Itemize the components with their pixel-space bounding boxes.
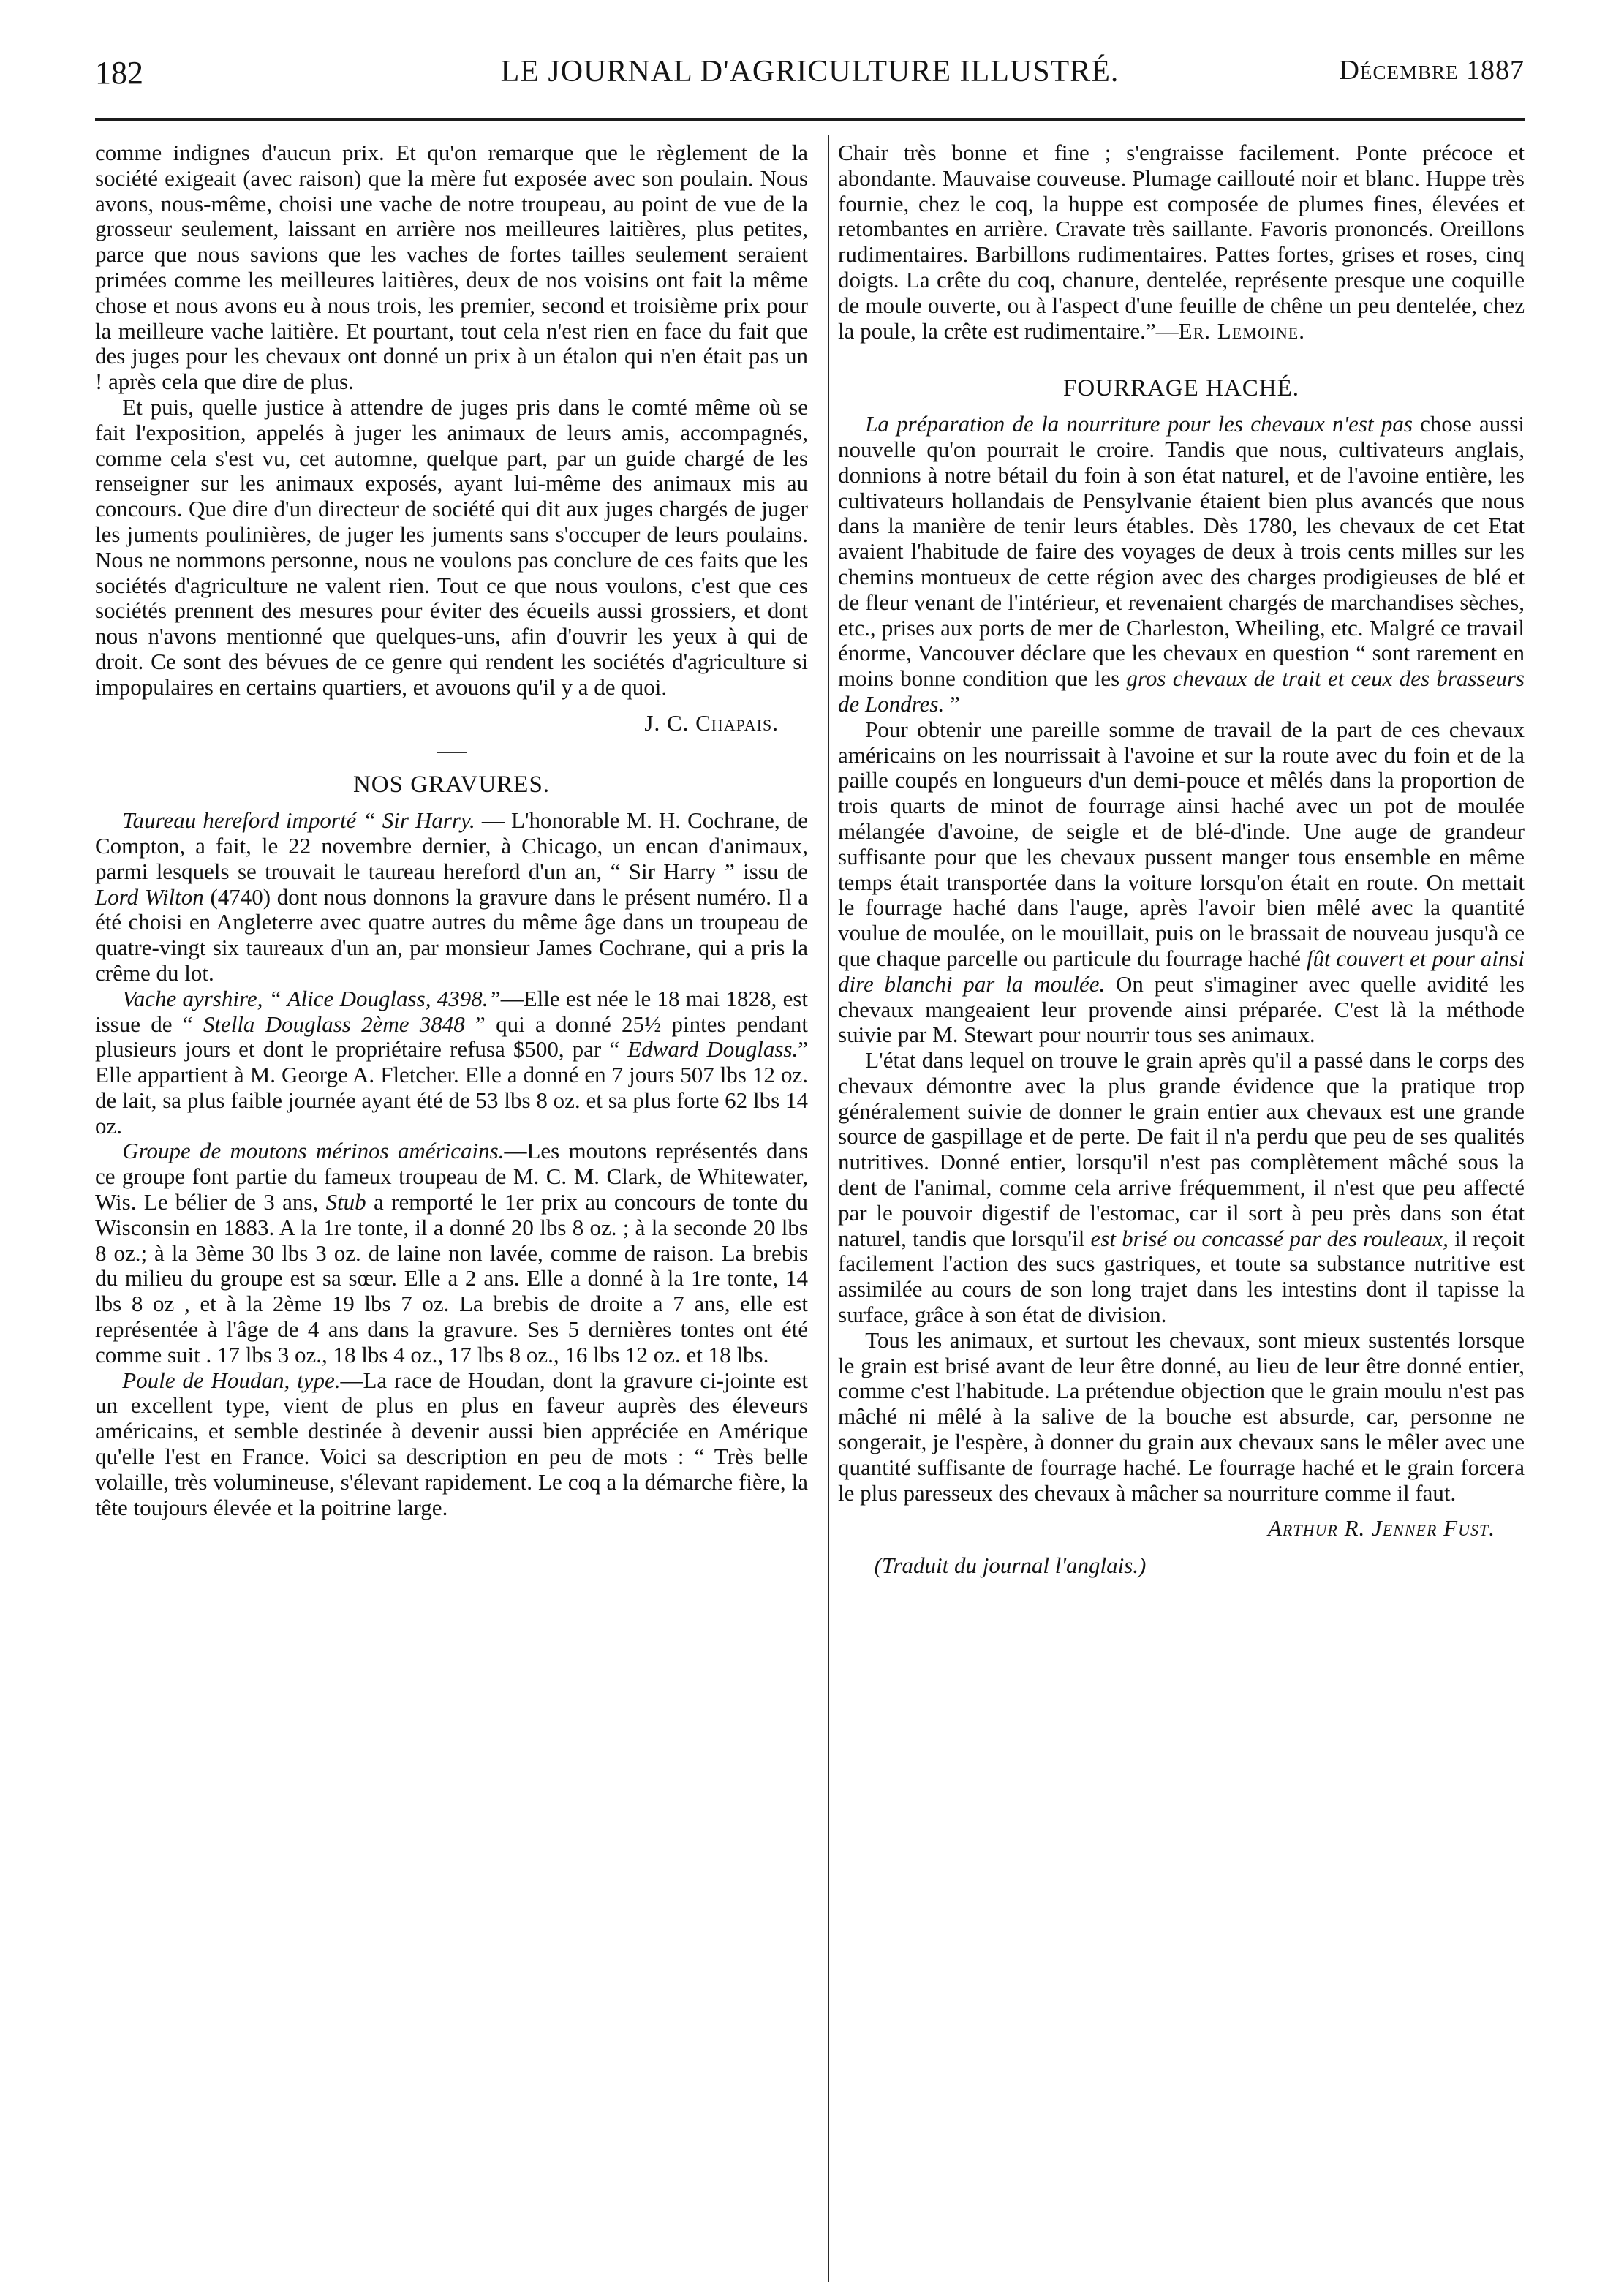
engraving-text: a remporté le 1er prix au concours de tonte du Wisconsin en 1883. A la 1re tonte, il a donné 20 lbs 8 oz. ; à la seconde 20 lbs 8 oz.; à la 3ème 30 lbs 3 oz. de laine non lavée, comme de raison. La brebis du milieu du groupe est sa sœur. Elle a 2 ans. Elle a donné à la 1re tonte, 14 lbs 8 oz , et à la 2ème 19 lbs 7 oz. La brebis de droite a 7 ans, elle est représentée à l'âge de 4 ans dans la gravure. Ses 5 dernières tontes ont été comme suit . 17 lbs 3 oz., 18 lbs 4 oz., 17 lbs 8 oz., 16 lbs 12 oz. et 18 lbs. — [95, 1189, 808, 1367]
page-header — [95, 54, 1525, 102]
emphasis-italic: est brisé ou concassé par des rouleaux, — [1090, 1225, 1449, 1251]
section-heading: NOS GRAVURES. — [352, 771, 551, 799]
engraving-text: ” Elle appartient à M. George A. Fletcher. Elle a donné en 7 jours 507 lbs 12 oz. de lait, sa plus faible journée ayant été de 53 lbs 8 oz. et sa plus forte 62 lbs 14 oz. — [95, 1036, 809, 1139]
engraving-text: (4740) dont nous donnons la gravure dans le présent numéro. Il a été choisi en Angleterre avec quatre autres du même âge dans un troupeau de quatre-vingt six taureaux d'un an, par monsieur James Cochrane, qui a pris la crême du lot. — [95, 883, 809, 986]
engraving-text: — L'honorable M. H. Cochrane, de Compton, a fait, le 22 novembre dernier, à Chicago, un encan d'animaux, parmi lesquels se trouvait le taureau hereford d'un an, “ Sir Harry ” issu de — [95, 807, 808, 884]
quoted-italic: gros chevaux de trait et ceux des brasseurs de Londres. — [838, 665, 1525, 717]
engraving-text: —Les moutons représentés dans ce groupe font partie du fameux troupeau de M. C. M. Clark, de Whitewater, Wis. Le bélier de 3 ans, — [95, 1138, 809, 1215]
quote-attribution: Er. Lemoine. — [1178, 317, 1305, 344]
engraving-description — [95, 1368, 808, 1521]
engraving-description — [95, 1139, 808, 1367]
article-paragraph — [838, 717, 1525, 1048]
pedigree-name: Stella Douglass 2ème 3848 — [203, 1011, 465, 1037]
header-rule — [95, 118, 1525, 121]
paragraph-text: Pour obtenir une pareille somme de travail de la part de ces chevaux américains on les nourrissait à l'avoine et sur la route avec du foin et de la paille coupés en longueurs d'un demi-pouce et mêlés dans la proportion de trois quarts de minot de fourrage ainsi haché avec un pot de moulée mélangée d'avoine, de seigle et de blé-d'inde. Une auge de grandeur suffisante pour que les chevaux pussent manger tous ensemble en même temps était transportée dans la voiture lorsqu'on était en route. On mettait le fourrage haché dans l'auge, après l'avoir bien mêlé avec la quantité voulue de moulée, on le mouillait, puis on le brassait de nouveau jusqu'à ce que chaque parcelle ou particule du fourrage haché — [838, 716, 1525, 971]
running-title: LE JOURNAL D'AGRICULTURE ILLUSTRÉ. — [500, 55, 1119, 88]
paragraph-text: il reçoit facilement l'action des sucs gastriques, et toute sa substance nutritive est assimilée au cours de son long trajet dans les intestins dont il tapisse la surface, grâce à son état de division. — [838, 1225, 1525, 1328]
article-paragraph: comme indignes d'aucun prix. Et qu'on remarque que le règlement de la société exigeait (avec raison) que la mère fut exposée avec son poulain. Nous avons, nous-même, choisi une vache de notre troupeau, au point de vue de la grosseur seulement, laissant en arrière nos meilleures laitières, plus petites, parce que nous savions que les vaches de fortes tailles seulement seraient primées comme les meilleures laitières, deux de nos voisins ont fait la même chose et nous avons eu à nous trois, les premier, second et troisième prix pour la meilleure vache laitière. Et pourtant, tout cela n'est rien en face du fait que des juges pour les chevaux ont donné un prix à un étalon qui n'en était pas un ! après cela que dire de plus. — [95, 140, 808, 395]
paragraph-text: chose aussi nouvelle qu'on pourrait le croire. Tandis que nous, cultivateurs anglais, donnions à notre bétail du foin à son état naturel, et de l'avoine entière, les cultivateurs hollandais de Pensylvanie étaient bien plus avancés que nous dans la manière de tenir leurs étables. Dès 1780, les chevaux de cet Etat avaient l'habitude de faire des voyages de deux à trois cents milles sur les chemins montueux de cette région avec des charges prodigieuses de blé et de fleur venant de l'intérieur, et revenaient chargés de marchandises sèches, etc., prises aux ports de mer de Charleston, Wheiling, etc. Malgré ce travail énorme, Vancouver déclare que les chevaux en question “ sont rarement en moins bonne condition que les — [838, 411, 1525, 692]
article-paragraph: Et puis, quelle justice à attendre de juges pris dans le comté même où se fait l'exposition, appelés à juger les animaux de leurs amis, accompagnés, comme cela s'est vu, cet automne, quelque part, par un guide chargé de les renseigner sur les animaux exposés, ayant lui-même des animaux mis au concours. Que dire d'un directeur de société qui dit aux juges chargés de juger les juments poulinières, de juger les juments sans s'occuper de leurs poulains. Nous ne nommons personne, nous ne voulons pas conclure de ces faits que les sociétés d'agriculture ne valent rien. Tout ce que nous voulons, c'est que ces sociétés prennent des mesures pour éviter des écueils aussi grossiers, et dont nous n'avons mentionné que quelques-uns, afin d'ouvrir les yeux à qui de droit. Ce sont des bévues de ce genre qui rendent les sociétés d'agriculture si impopulaires en certains quartiers, et avouons qu'il y a de quoi. — [95, 393, 808, 700]
engraving-description — [95, 808, 808, 986]
right-column — [838, 140, 1525, 1579]
section-heading: FOURRAGE HACHÉ. — [1062, 375, 1300, 402]
article-signature: J. C. Chapais. — [644, 709, 779, 736]
paragraph-text: ” — [944, 690, 960, 717]
lead-italic: La préparation de la nourriture pour les chevaux n'est pas — [865, 411, 1413, 437]
section-divider — [437, 752, 467, 753]
engraving-title: Poule de Houdan, type. — [122, 1367, 341, 1393]
article-paragraph — [838, 140, 1525, 344]
paragraph-text: Chair très bonne et fine ; s'engraisse facilement. Ponte précoce et abondante. Mauvaise couveuse. Plumage caillouté noir et blanc. Huppe très fournie, chez le coq, la huppe est composée de plumes fines, élevées et retombantes en arrière. Cravate très saillante. Favoris prononcés. Oreillons rudimentaires. Barbillons rudimentaires. Pattes fortes, grises et roses, cinq doigts. La crête du coq, chanure, dentelée, représente presque une coquille de moule ouverte, ou à l'aspect d'une feuille de chêne un peu dentelée, chez la poule, la crête est rudimentaire.”— — [838, 140, 1525, 344]
emphasis-italic: fût couvert et pour ainsi dire blanchi par la moulée. — [838, 945, 1525, 997]
engraving-description — [95, 986, 808, 1139]
article-signature: Arthur R. Jenner Fust. — [1268, 1515, 1495, 1542]
left-column — [95, 140, 808, 1520]
animal-name: Stub — [325, 1189, 366, 1215]
pedigree-name: Edward Douglass. — [627, 1036, 798, 1063]
article-paragraph — [838, 1048, 1525, 1328]
article-paragraph: Tous les animaux, et surtout les chevaux, sont mieux sustentés lorsque le grain est brisé avant de leur être donné, au lieu de leur être donné entier, comme c'est l'habitude. La prétendue objection que le grain moulu n'est pas mâché ni mêlé à la salive de la bouche est absurde, car, personne ne songerait, je l'espère, à donner du grain aux chevaux sans le mêler avec une quantité suffisante de fourrage haché. Le fourrage haché et le grain forcera le plus paresseux des chevaux à mâcher sa nourriture comme il faut. — [838, 1327, 1525, 1506]
article-paragraph — [838, 412, 1525, 717]
engraving-text: ” qui a donné 25½ pintes pendant plusieurs jours et dont le propriétaire refusa $500, par “ — [95, 1011, 808, 1063]
paragraph-text: On peut s'imaginer avec quelle avidité les chevaux mangeaient leur provende ainsi préparée. C'est là la méthode suivie par M. Stewart pour nourrir tous ses animaux. — [838, 970, 1525, 1048]
translation-note: (Traduit du journal l'anglais.) — [874, 1552, 1147, 1579]
engraving-title: Groupe de moutons mérinos américains. — [122, 1138, 505, 1164]
engraving-title: Taureau hereford importé “ Sir Harry. — [122, 807, 475, 834]
column-divider — [828, 135, 829, 2282]
pedigree-name: Lord Wilton — [95, 883, 204, 910]
engraving-title: Vache ayrshire, “ Alice Douglass, 4398.” — [122, 985, 501, 1011]
engraving-text: —La race de Houdan, dont la gravure ci-jointe est un excellent type, vient de plus en plus en faveur auprès des éleveurs américains, et semble destinée à devenir aussi bien appréciée en Amérique qu'elle l'est en France. Voici sa description en peu de mots : “ Très belle volaille, très volumineuse, s'élevant rapidement. Le coq a la démarche fière, la tête toujours élevée et la poitrine large. — [95, 1367, 808, 1520]
engraving-text: —Elle est née le 18 mai 1828, est issue de “ — [95, 985, 808, 1037]
paragraph-text: L'état dans lequel on trouve le grain après qu'il a passé dans le corps des chevaux démontre avec la plus grande évidence que la pratique trop généralement suivie de donner le grain entier aux chevaux est une grande source de gaspillage et de perte. De fait il n'a perdu que peu de ses qualités nutritives. Donné entier, lorsqu'il n'est pas complètement mâché sous la dent de l'animal, comme cela arrive fréquemment, il n'est que peu affecté par le pouvoir digestif de l'estomac, car il sort à peu près dans son état naturel, tandis que lorsqu'il — [838, 1047, 1525, 1251]
issue-date: Décembre 1887 — [1339, 55, 1525, 86]
page-number: 182 — [95, 55, 143, 91]
